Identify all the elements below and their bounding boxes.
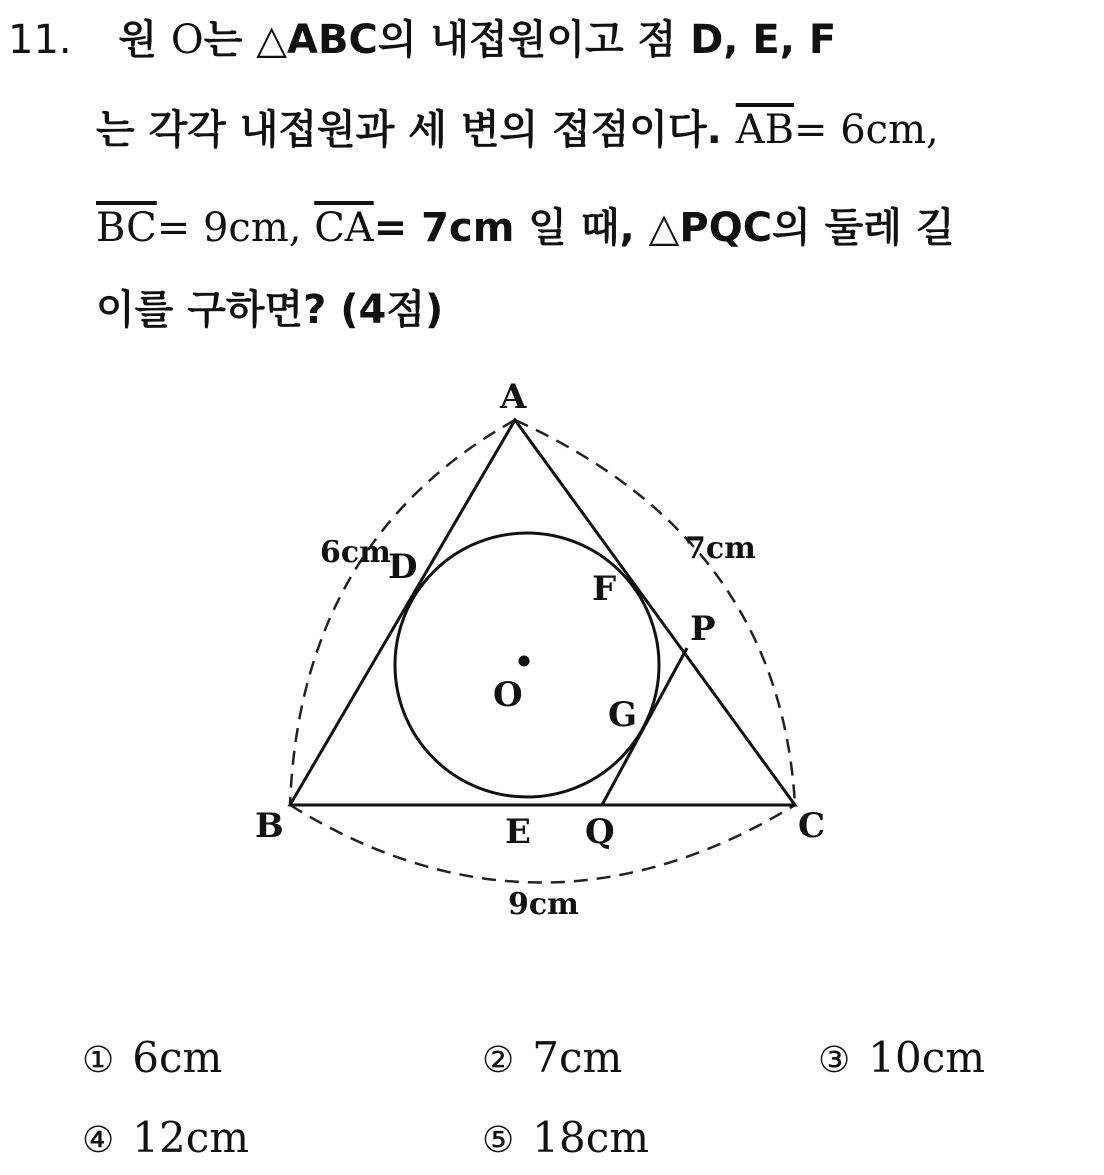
label-p: P [690, 609, 716, 649]
choice-5[interactable]: ⑤ 18cm [482, 1113, 650, 1162]
label-o: O [493, 675, 523, 715]
choice-3[interactable]: ③ 10cm [818, 1033, 986, 1082]
label-b: B [255, 806, 284, 846]
choice-2[interactable]: ② 7cm [482, 1033, 623, 1082]
measure-ac: 7cm [685, 531, 756, 566]
center-point [519, 656, 530, 667]
question-line-1: 11. 원 O는 △ABC의 내접원이고 점 D, E, F [8, 17, 837, 63]
label-q: Q [585, 812, 615, 852]
label-g: G [608, 695, 638, 735]
arc-bc [290, 805, 795, 883]
segment-ca: $\overline{CA}$ [314, 205, 374, 251]
choice-1[interactable]: ① 6cm [82, 1033, 223, 1082]
question-line-2: 는 각각 내접원과 세 변의 접점이다. $\overline{AB}= 6cm$, [96, 107, 939, 153]
question-number: 11. [8, 17, 72, 63]
question-text [0, 0, 1104, 340]
label-f: F [592, 569, 617, 609]
measure-bc: 9cm [508, 887, 579, 922]
label-a: A [500, 377, 527, 417]
geometry-diagram [0, 340, 1104, 980]
segment-bc: $\overline{BC}$ [96, 205, 157, 251]
measure-ab: 6cm [320, 535, 391, 570]
label-e: E [505, 812, 531, 852]
choice-4[interactable]: ④ 12cm [82, 1113, 250, 1162]
segment-ab: $\overline{AB}$ [735, 107, 794, 153]
label-c: C [798, 806, 826, 846]
question-line-4: 이를 구하면? (4점) [96, 287, 444, 333]
label-d: D [388, 547, 418, 587]
answer-choices [0, 1015, 1104, 1175]
question-line-3: $\overline{BC}= 9cm$, $\overline{CA}= 7cm$ 일 때, △PQC의 둘레 길 [96, 205, 955, 251]
triangle-abc [290, 420, 795, 805]
